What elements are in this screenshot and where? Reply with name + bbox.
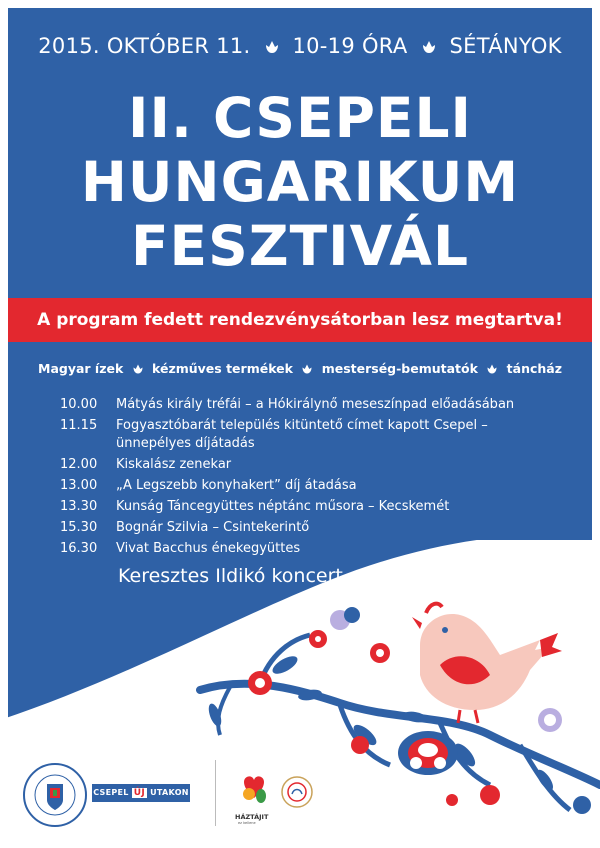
concert-headline: Keresztes Ildikó koncert — [118, 565, 343, 587]
tag: kézműves termékek — [152, 361, 293, 376]
logo-word-uj: ÚJ — [133, 788, 146, 798]
schedule-row — [60, 477, 546, 495]
logo-word-utakon: UTAKON — [150, 788, 189, 797]
schedule-desc: Fogyasztóbarát település kitüntető címet kapott Csepel – ünnepélyes díjátadás — [116, 418, 488, 451]
haztajit-logo-icon — [236, 772, 272, 814]
feature-tags — [0, 361, 600, 376]
tulip-icon — [421, 39, 437, 55]
event-time: 10-19 ÓRA — [292, 34, 408, 58]
tulip-icon — [301, 363, 313, 375]
schedule-row — [60, 519, 546, 537]
schedule-desc: Vivat Bacchus énekegyüttes — [116, 541, 301, 556]
title-line-2: HUNGARIKUM — [80, 150, 520, 214]
logo-divider — [215, 760, 216, 826]
schedule-desc: Bognár Szilvia – Csintekerintő — [116, 520, 310, 535]
tent-notice-banner: A program fedett rendezvénysátorban lesz megtartva! — [8, 298, 592, 342]
schedule-time: 16.30 — [60, 541, 98, 556]
schedule-row — [60, 396, 546, 414]
event-date: 2015. OKTÓBER 11. — [38, 34, 251, 58]
schedule-time: 10.00 — [60, 397, 98, 412]
schedule-desc: Kiskalász zenekar — [116, 457, 232, 472]
schedule-row — [60, 498, 546, 516]
event-date-line — [0, 34, 600, 58]
schedule-time: 11.15 — [60, 418, 98, 433]
tulip-icon — [486, 363, 498, 375]
event-venue: SÉTÁNYOK — [449, 34, 562, 58]
csepel-district-seal — [22, 762, 88, 828]
schedule-time: 13.00 — [60, 478, 98, 493]
schedule-desc: Mátyás király tréfái – a Hókirálynő meseszínpad előadásában — [116, 397, 515, 412]
program-schedule — [60, 396, 546, 561]
schedule-row — [60, 456, 546, 474]
schedule-row — [60, 540, 546, 558]
tulip-icon — [264, 39, 280, 55]
csepel-uj-utakon-logo — [92, 784, 190, 802]
tulip-icon — [132, 363, 144, 375]
title-line-1: II. CSEPELI — [128, 86, 472, 150]
schedule-time: 15.30 — [60, 520, 98, 535]
aranyhomok-logo-icon — [280, 775, 314, 809]
schedule-time: 13.30 — [60, 499, 98, 514]
schedule-desc: Kunság Táncegyüttes néptánc műsora – Kecskemét — [116, 499, 450, 514]
schedule-desc: „A Legszebb konyhakert” díj átadása — [116, 478, 357, 493]
schedule-time: 12.00 — [60, 457, 98, 472]
tag: táncház — [506, 361, 562, 376]
schedule-row — [60, 417, 546, 453]
tag: Magyar ízek — [38, 361, 124, 376]
haztajit-label: HÁZTÁJIT — [235, 813, 269, 821]
haztajit-sub-label: ez kellene — [238, 821, 256, 825]
tag: mesterség-bemutatók — [321, 361, 478, 376]
title-line-3: FESZTIVÁL — [130, 214, 470, 278]
logo-word-csepel: CSEPEL — [93, 788, 129, 797]
